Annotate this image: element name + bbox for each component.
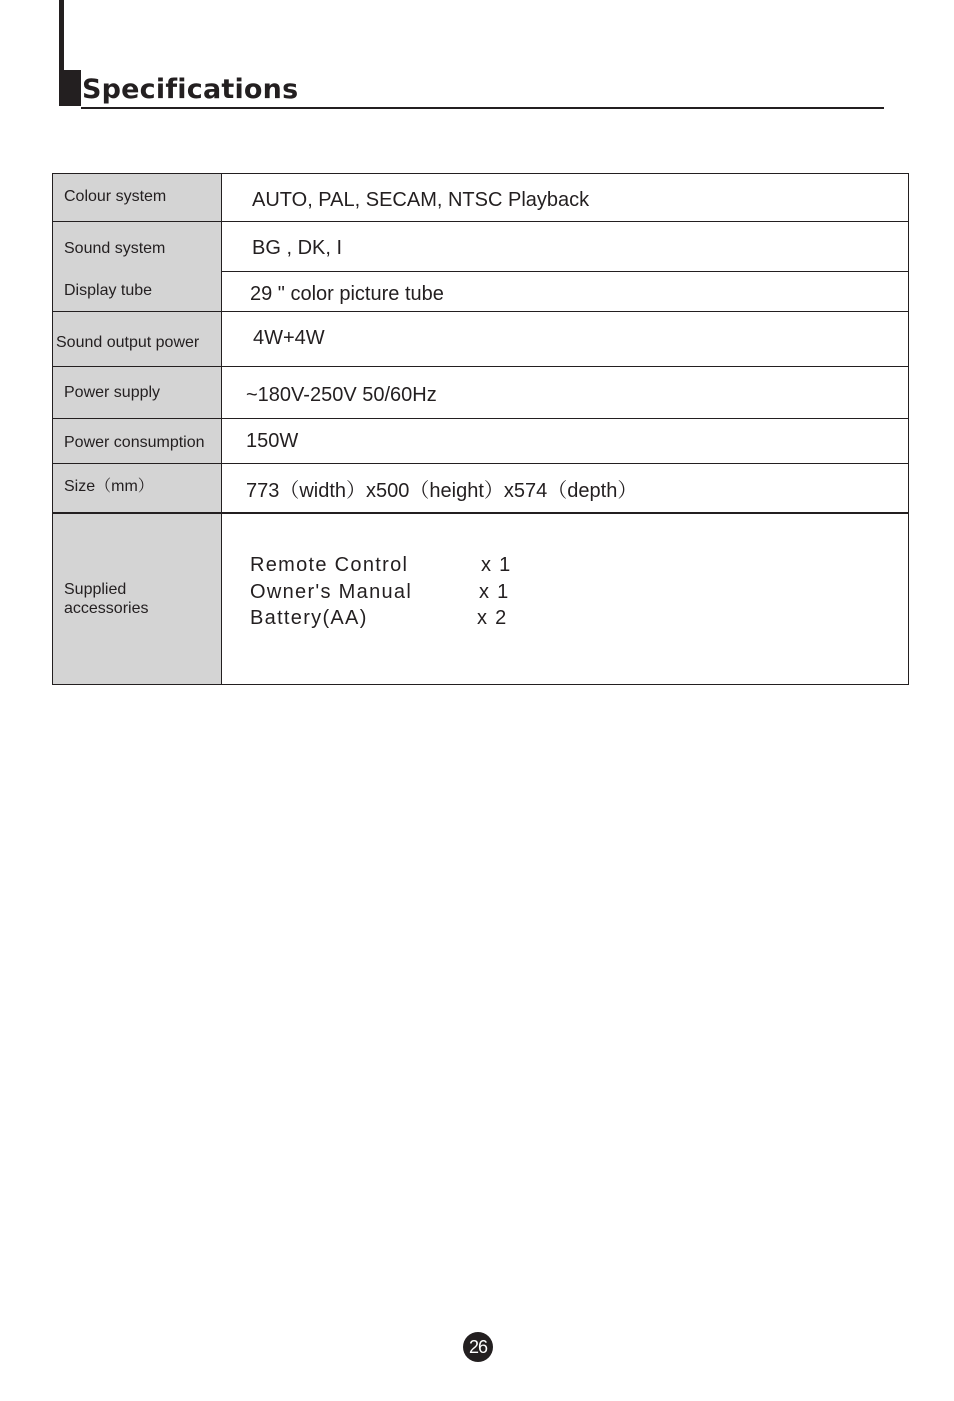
spec-value-colour-system: AUTO, PAL, SECAM, NTSC Playback <box>252 189 590 211</box>
row-divider <box>53 418 908 419</box>
page-number-badge: 26 <box>463 1332 493 1362</box>
spec-label-display-tube: Display tube <box>64 282 153 299</box>
title-rule <box>81 107 884 109</box>
accessory-name: Battery(AA) <box>250 607 368 629</box>
spec-value-power-supply: ~180V-250V 50/60Hz <box>246 384 437 406</box>
spec-value-sound-system: BG , DK, I <box>252 237 343 259</box>
spec-value-sound-output-power: 4W+4W <box>253 327 325 349</box>
corner-block <box>59 70 81 106</box>
spec-label-size: Size（mm） <box>64 478 154 495</box>
spec-label-accessories-line1: Supplied <box>64 581 127 598</box>
spec-label-colour-system: Colour system <box>64 188 167 205</box>
accessory-name: Owner's Manual <box>250 580 413 603</box>
accessory-qty: x 1 <box>479 580 510 603</box>
spec-label-sound-system: Sound system <box>64 240 166 257</box>
page-title: Specifications <box>82 74 299 105</box>
spec-value-power-consumption: 150W <box>246 430 299 452</box>
spec-label-power-consumption: Power consumption <box>64 434 205 451</box>
row-divider <box>53 221 908 222</box>
row-divider <box>53 512 908 514</box>
spec-table <box>52 173 909 685</box>
spec-value-size: 773（width）x500（height）x574（depth） <box>246 480 638 502</box>
spec-value-display-tube: 29 " color picture tube <box>250 283 444 305</box>
row-divider <box>53 366 908 367</box>
row-divider <box>221 271 908 272</box>
row-divider <box>53 463 908 464</box>
spec-label-power-supply: Power supply <box>64 384 161 401</box>
row-divider <box>53 311 908 312</box>
accessory-name: Remote Control <box>250 554 409 576</box>
spec-label-sound-output-power: Sound output power <box>56 334 200 351</box>
accessory-qty: x 2 <box>477 607 508 629</box>
spec-label-accessories-line2: accessories <box>64 600 149 617</box>
accessory-qty: x 1 <box>481 554 512 576</box>
